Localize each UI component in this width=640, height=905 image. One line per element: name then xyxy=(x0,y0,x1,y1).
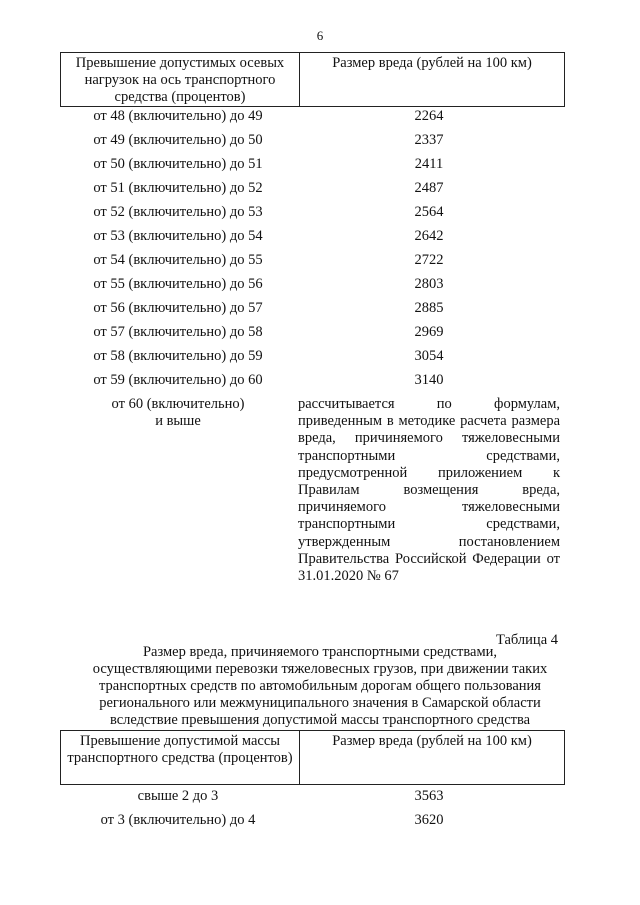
page-number: 6 xyxy=(316,28,324,43)
table-row xyxy=(0,344,640,368)
axle-load-table-header xyxy=(60,52,565,107)
range-cell: от 58 (включительно) до 59 xyxy=(93,348,263,364)
range-cell: от 52 (включительно) до 53 xyxy=(93,204,263,220)
range-cell: от 49 (включительно) до 50 xyxy=(93,132,263,148)
value-cell: 2337 xyxy=(414,132,444,148)
caption-line: регионального или межмуниципального значения в Самарской области xyxy=(99,695,541,711)
caption-line: транспортных средств по автомобильным дорогам общего пользования xyxy=(99,678,541,694)
value-cell: 2642 xyxy=(414,228,444,244)
harm-size-header-cell: Размер вреда (рублей на 100 км) xyxy=(300,731,565,785)
range-cell: от 50 (включительно) до 51 xyxy=(93,156,263,172)
value-cell: 2885 xyxy=(414,300,444,316)
value-cell: 3563 xyxy=(414,788,444,804)
table-row xyxy=(0,224,640,248)
table-row xyxy=(0,104,640,128)
table-row xyxy=(0,128,640,152)
last-range-line: и выше xyxy=(155,413,201,429)
range-cell: от 57 (включительно) до 58 xyxy=(93,324,263,340)
table-row xyxy=(0,248,640,272)
range-cell: от 54 (включительно) до 55 xyxy=(93,252,263,268)
caption-line: осуществляющими перевозки тяжеловесных грузов, при движении таких xyxy=(92,661,548,677)
value-cell: 2722 xyxy=(414,252,444,268)
range-cell: от 48 (включительно) до 49 xyxy=(93,108,263,124)
value-cell: 2487 xyxy=(414,180,444,196)
mass-excess-header-cell: Превышение допустимой массы транспортного средства (процентов) xyxy=(61,731,300,785)
value-cell: 2411 xyxy=(414,156,444,172)
table-caption xyxy=(70,644,570,729)
range-cell: от 51 (включительно) до 52 xyxy=(93,180,263,196)
value-cell: 2803 xyxy=(414,276,444,292)
table-row xyxy=(0,200,640,224)
value-cell: 3620 xyxy=(414,812,444,828)
last-range-line: от 60 (включительно) xyxy=(111,396,245,412)
table-row xyxy=(0,808,640,832)
value-cell: 2969 xyxy=(414,324,444,340)
table-row xyxy=(0,152,640,176)
last-value-cell: рассчитывается по формулам, приведенным в методике расчета размера вреда, причиняемого тяжеловесными транспортными средствами, предусмотренной приложением к Правилам возмещения вреда, причиняемого тяжеловесными транспортными средствами, утвержденным постановлением Правительства Российской Федерации от 31.01.2020 № 67 xyxy=(298,396,560,585)
harm-size-header-cell: Размер вреда (рублей на 100 км) xyxy=(300,53,565,107)
range-cell: свыше 2 до 3 xyxy=(137,788,219,804)
range-cell: от 55 (включительно) до 56 xyxy=(93,276,263,292)
value-cell: 3054 xyxy=(414,348,444,364)
last-range-cell xyxy=(60,396,296,430)
caption-line: вследствие превышения допустимой массы транспортного средства xyxy=(109,712,531,728)
table-row xyxy=(0,320,640,344)
mass-table-header xyxy=(60,730,565,785)
table-row xyxy=(0,272,640,296)
axle-load-header-cell: Превышение допустимых осевых нагрузок на ось транспортного средства (процентов) xyxy=(61,53,300,107)
caption-line: Размер вреда, причиняемого транспортными средствами, xyxy=(142,644,498,660)
range-cell: от 3 (включительно) до 4 xyxy=(100,812,256,828)
table-row xyxy=(0,368,640,392)
table-row xyxy=(0,296,640,320)
table-row xyxy=(0,176,640,200)
range-cell: от 56 (включительно) до 57 xyxy=(93,300,263,316)
value-cell: 2264 xyxy=(414,108,444,124)
range-cell: от 53 (включительно) до 54 xyxy=(93,228,263,244)
table-row xyxy=(0,784,640,808)
table-label: Таблица 4 xyxy=(495,632,558,648)
range-cell: от 59 (включительно) до 60 xyxy=(93,372,263,388)
value-cell: 2564 xyxy=(414,204,444,220)
value-cell: 3140 xyxy=(414,372,444,388)
